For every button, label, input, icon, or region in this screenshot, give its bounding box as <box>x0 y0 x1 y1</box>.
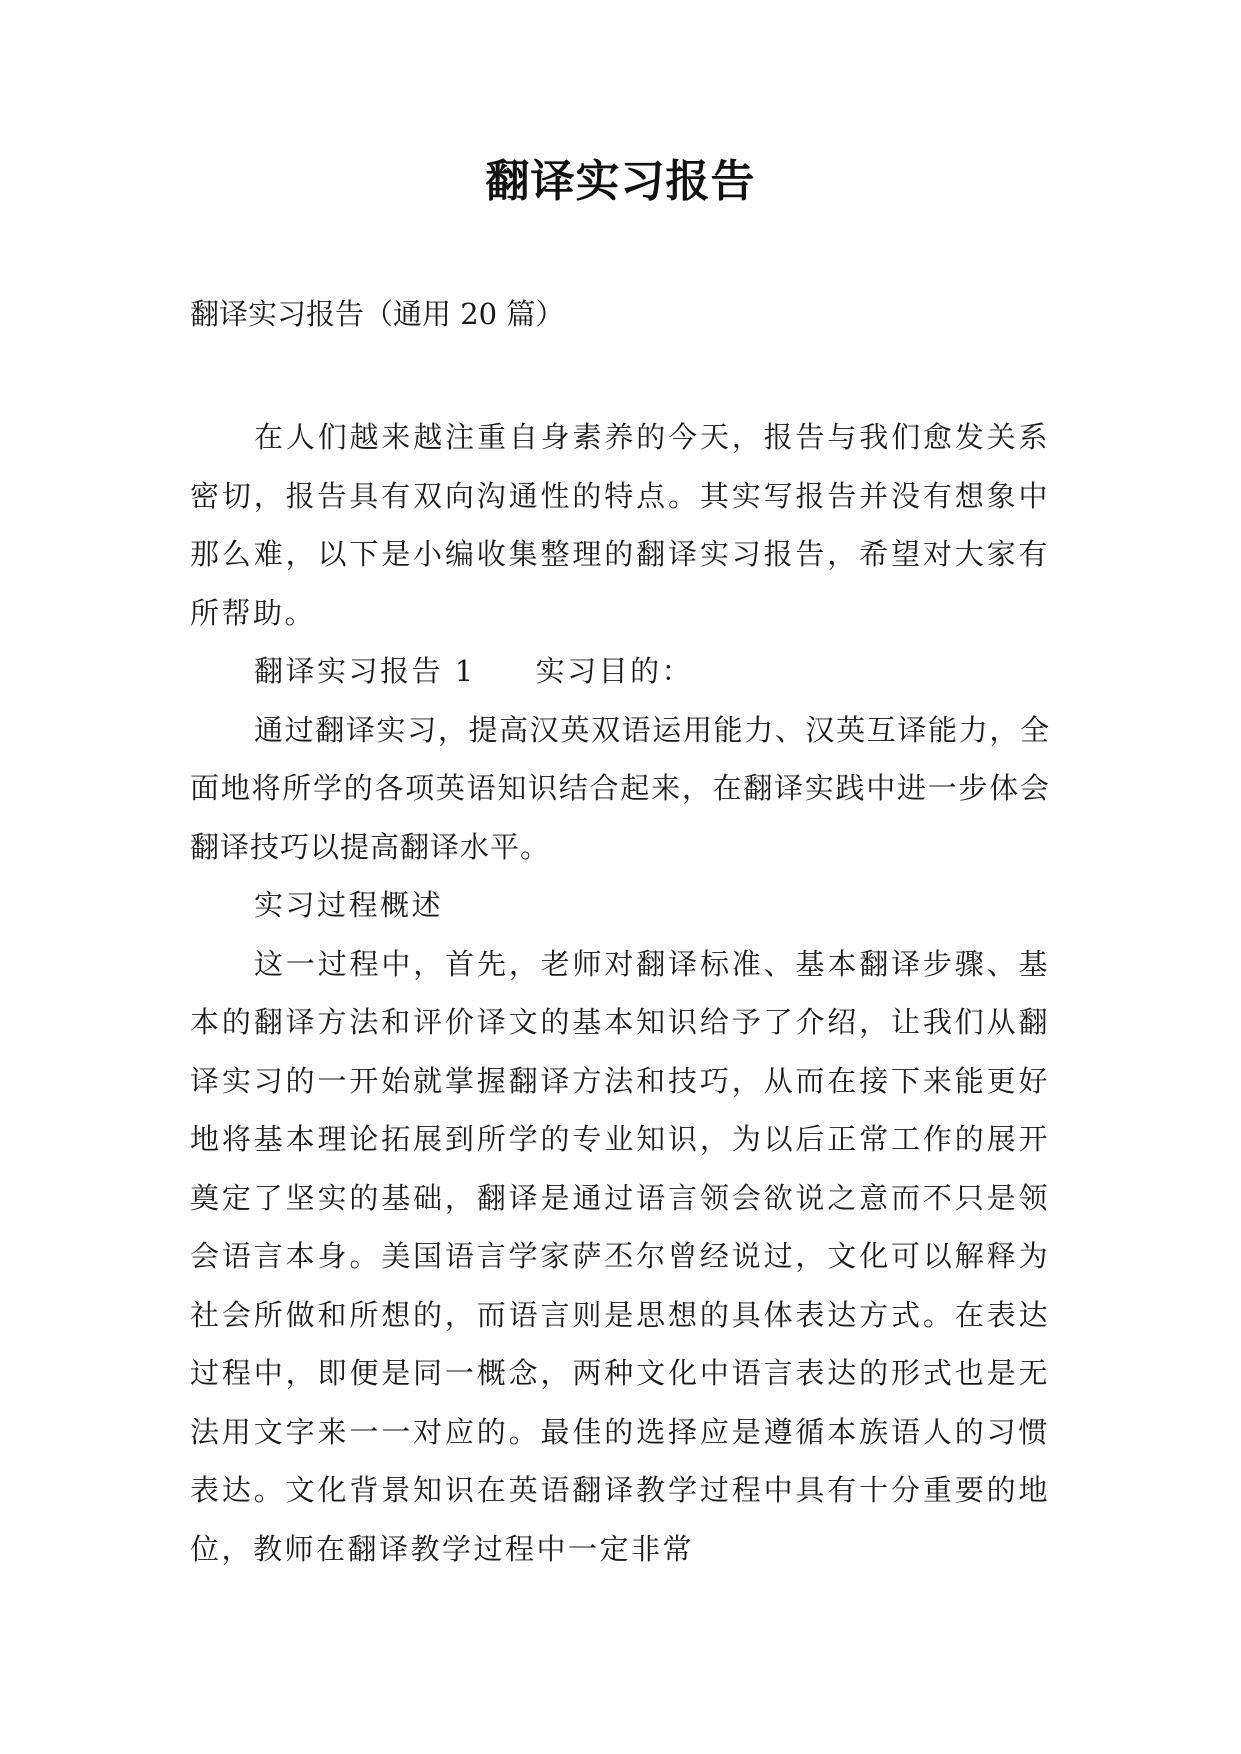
document-body <box>190 408 1050 1578</box>
process-paragraph: 这一过程中，首先，老师对翻译标准、基本翻译步骤、基本的翻译方法和评价译文的基本知识给予了介绍，让我们从翻译实习的一开始就掌握翻译方法和技巧，从而在接下来能更好地将基本理论拓展到所学的专业知识，为以后正常工作的展开奠定了坚实的基础，翻译是通过语言领会欲说之意而不只是领会语言本身。美国语言学家萨丕尔曾经说过，文化可以解释为社会所做和所想的，而语言则是思想的具体表达方式。在表达过程中，即便是同一概念，两种文化中语言表达的形式也是无法用文字来一一对应的。最佳的选择应是遵循本族语人的习惯表达。文化背景知识在英语翻译教学过程中具有十分重要的地位，教师在翻译教学过程中一定非常 <box>190 946 1050 1566</box>
section-label: 翻译实习报告 1 <box>254 654 476 688</box>
intro-paragraph: 在人们越来越注重自身素养的今天，报告与我们愈发关系密切，报告具有双向沟通性的特点。其实写报告并没有想象中那么难，以下是小编收集整理的翻译实习报告，希望对大家有所帮助。 <box>190 420 1050 630</box>
section-heading-line <box>190 642 1050 701</box>
process-heading: 实习过程概述 <box>254 888 444 922</box>
document-title: 翻译实习报告 <box>485 156 756 207</box>
purpose-paragraph: 通过翻译实习，提高汉英双语运用能力、汉英互译能力，全面地将所学的各项英语知识结合起来，在翻译实践中进一步体会翻译技巧以提高翻译水平。 <box>190 712 1050 864</box>
document-subtitle: 翻译实习报告（通用 20 篇） <box>190 297 565 331</box>
section-heading: 实习目的： <box>535 654 694 688</box>
